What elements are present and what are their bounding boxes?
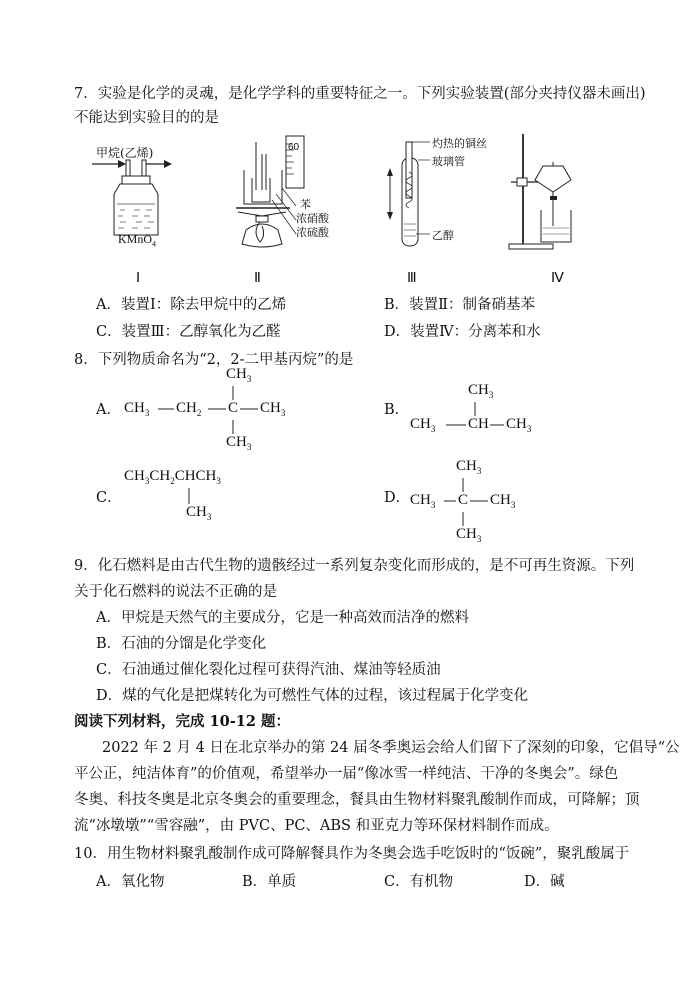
structure-a-top-methyl: $CH_3$: [226, 366, 252, 384]
structure-a-carbon: C: [228, 400, 239, 416]
fig3-ethanol-label: 乙醇: [432, 229, 454, 242]
reading-line-3: 冬奥、科技冬奥是北京冬奥会的重要理念，餐具由生物材料聚乳酸制作而成，可降解；顶: [74, 792, 640, 808]
reading-heading: 阅读下列材料，完成 10-12 题：: [74, 713, 290, 730]
q7-option-d: D．装置Ⅳ：分离苯和水: [384, 324, 541, 340]
fig1-reagent-label: KMnO$_4$: [118, 232, 157, 249]
structure-b-methyl-right: $CH_3$: [506, 416, 532, 434]
q9-stem-line2: 关于化石燃料的说法不正确的是: [74, 584, 277, 600]
q7-option-a: A．装置Ⅰ：除去甲烷中的乙烯: [96, 297, 287, 313]
q9-option-b: B．石油的分馏是化学变化: [96, 636, 267, 652]
structure-b: [410, 380, 550, 440]
reading-line-2: 平公正，纯洁体育”的价值观，希望举办一届“像冰雪一样纯洁、干净的冬奥会”。绿色: [74, 766, 619, 782]
q8-stem: 8．下列物质命名为“2，2-二甲基丙烷”的是: [74, 352, 354, 368]
structure-d: [410, 456, 550, 546]
q9-stem-line1: 9．化石燃料是由古代生物的遗骸经过一系列复杂变化而形成的，是不可再生资源。下列: [74, 558, 635, 574]
fig3-tube-label: 玻璃管: [432, 155, 465, 168]
structure-a: [124, 364, 294, 454]
fig2-benzene-label: 苯: [300, 198, 311, 211]
fig-label-1: Ⅰ: [136, 271, 141, 286]
q7-stem-line2: 不能达到实验目的的是: [74, 110, 219, 126]
structure-b-methine: CH: [468, 416, 489, 432]
separatory-funnel-drawing: [505, 130, 585, 255]
structure-c-bonds: [124, 466, 254, 526]
fig-label-2: Ⅱ: [254, 271, 261, 286]
q9-option-c: C．石油通过催化裂化过程可获得汽油、煤油等轻质油: [96, 662, 441, 678]
structure-a-methyl-left: $CH_3$: [124, 400, 150, 418]
q10-option-a: A．氧化物: [96, 874, 165, 890]
q7-option-c: C．装置Ⅲ：乙醇氧化为乙醛: [96, 324, 281, 340]
structure-a-methylene: $CH_2$: [176, 400, 202, 418]
structure-d-quaternary-carbon: C: [458, 492, 469, 508]
structure-d-top-methyl: $CH_3$: [456, 458, 482, 476]
structure-d-bottom-methyl: $CH_3$: [456, 526, 482, 544]
structure-c: [124, 466, 254, 526]
fig2-nitric-label: 浓硝酸: [296, 212, 329, 225]
structure-b-methyl-left: $CH_3$: [410, 416, 436, 434]
q8-label-d: D．: [384, 490, 411, 506]
q10-option-b: B．单质: [242, 874, 297, 890]
apparatus-2: [216, 132, 356, 257]
q7-stem-line1: 7．实验是化学的灵魂，是化学学科的重要特征之一。下列实验装置(部分夹持仪器未画出): [74, 86, 646, 102]
structure-c-branch-methyl: $CH_3$: [186, 504, 212, 522]
fig1-gas-label: 甲烷(乙烯): [96, 146, 154, 160]
structure-a-bottom-methyl: $CH_3$: [226, 434, 252, 452]
structure-d-methyl-right: $CH_3$: [490, 492, 516, 510]
q10-option-d: D．碱: [524, 874, 565, 890]
apparatus-3: [384, 132, 504, 257]
fig-label-4: Ⅳ: [551, 271, 564, 286]
q9-option-d: D．煤的气化是把煤转化为可燃性气体的过程，该过程属于化学变化: [96, 688, 529, 704]
apparatus-4: [505, 130, 585, 255]
apparatus-1: [90, 140, 180, 250]
structure-b-bonds: [410, 380, 550, 440]
q9-option-a: A．甲烷是天然气的主要成分，它是一种高效而洁净的燃料: [96, 610, 469, 626]
fig2-sulfuric-label: 浓硫酸: [296, 226, 329, 239]
structure-c-chain: $CH_3CH_2CHCH_3$: [124, 468, 221, 486]
q7-option-b: B．装置Ⅱ：制备硝基苯: [384, 297, 536, 313]
fig-label-3: Ⅲ: [407, 271, 417, 286]
structure-a-methyl-right: $CH_3$: [260, 400, 286, 418]
q10-option-c: C．有机物: [384, 874, 454, 890]
q8-label-a: A．: [96, 402, 121, 418]
structure-a-bonds: [124, 364, 294, 454]
reading-line-4: 流“冰墩墩”“雪容融”，由 PVC、PC、ABS 和亚克力等环保材料制作而成。: [74, 818, 559, 834]
structure-b-top-methyl: $CH_3$: [468, 382, 494, 400]
thermometer-reading: 60: [288, 142, 300, 153]
q10-stem: 10．用生物材料聚乳酸制作成可降解餐具作为冬奥会选手吃饭时的“饭碗”，聚乳酸属于: [74, 846, 630, 862]
reading-line-1: 2022 年 2 月 4 日在北京举办的第 24 届冬季奥运会给人们留下了深刻的印象，它倡导“公: [102, 740, 680, 756]
structure-d-bonds: [410, 456, 550, 546]
q8-label-b: B．: [384, 402, 410, 418]
fig3-copper-label: 灼热的铜丝: [432, 137, 487, 150]
structure-d-methyl-left: $CH_3$: [410, 492, 436, 510]
nitration-apparatus-drawing: [216, 132, 356, 257]
q8-label-c: C．: [96, 490, 122, 506]
